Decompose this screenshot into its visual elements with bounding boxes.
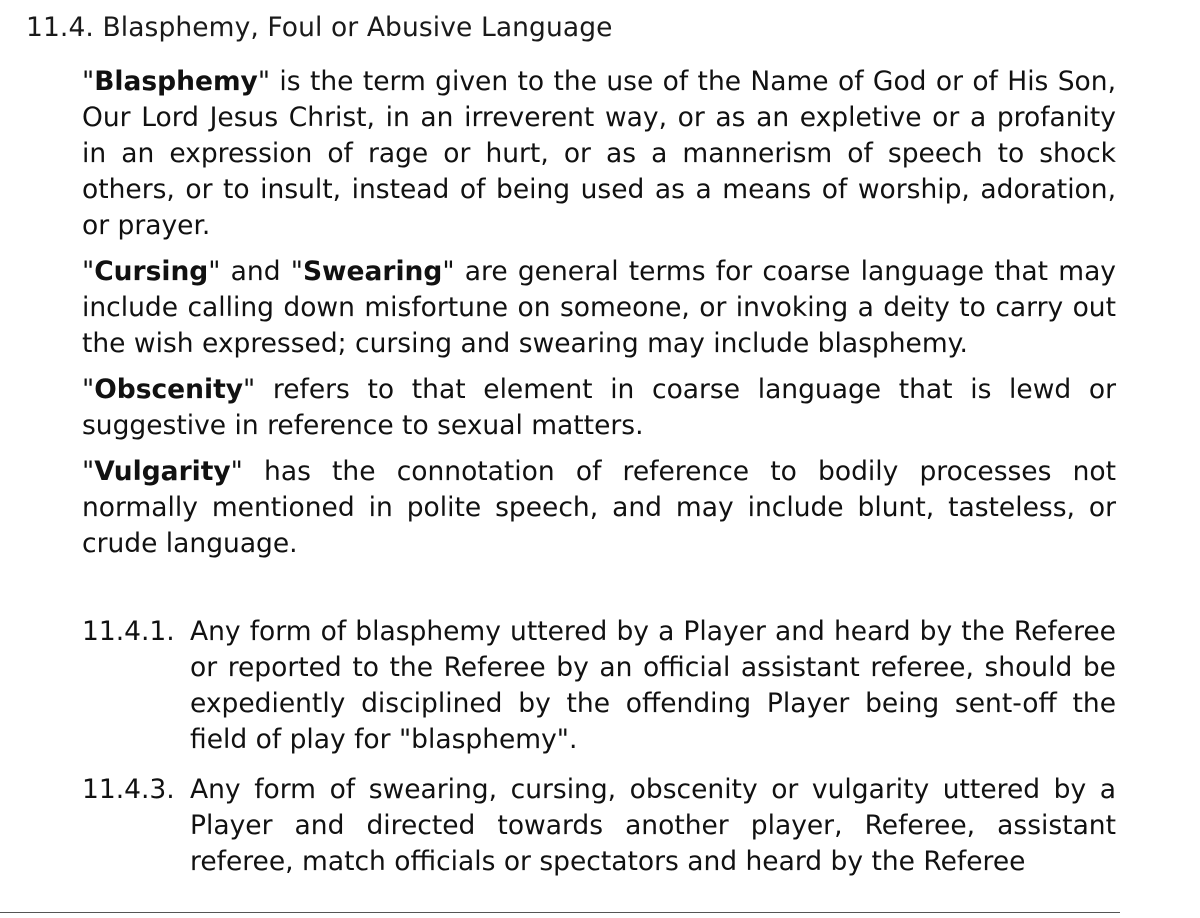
definition-cursing-swearing (82, 254, 1116, 362)
term-obscenity: Obscenity (94, 374, 244, 405)
open-quote: " (82, 456, 95, 487)
term-cursing: Cursing (94, 256, 209, 287)
definitions-list (82, 64, 1116, 572)
clause-number: 11.4.1. (82, 616, 175, 647)
open-quote: " (82, 66, 95, 97)
page-bottom-rule (0, 912, 1120, 913)
clause-text: Any form of swearing, cursing, obscenity or vulgarity uttered by a Player and directed towards another player, Referee, assistant referee, match officials or spectators and heard by the Referee (190, 774, 1116, 877)
connector-text: " and " (208, 256, 303, 287)
definition-text: " refers to that element in coarse language that is lewd or suggestive in reference to sexual matters. (82, 374, 1116, 441)
term-vulgarity: Vulgarity (94, 456, 231, 487)
definition-blasphemy (82, 64, 1116, 244)
open-quote: " (82, 374, 95, 405)
definition-obscenity (82, 372, 1116, 444)
clause-11-4-1 (82, 614, 1116, 758)
clause-number: 11.4.3. (82, 774, 175, 805)
term-blasphemy: Blasphemy (94, 66, 258, 97)
open-quote: " (82, 256, 95, 287)
definition-text: " are general terms for coarse language that may include calling down misfortune on someone, or invoking a deity to carry out the wish expressed; cursing and swearing may include blasphemy. (82, 256, 1116, 359)
clauses-list (82, 614, 1116, 894)
clause-11-4-3 (82, 772, 1116, 880)
definition-text: " has the connotation of reference to bodily processes not normally mentioned in polite speech, and may include blunt, tasteless, or crude language. (82, 456, 1116, 559)
definition-vulgarity (82, 454, 1116, 562)
definition-text: " is the term given to the use of the Name of God or of His Son, Our Lord Jesus Christ, in an irreverent way, or as an expletive or a profanity in an expression of rage or hurt, or as a mannerism of speech to shock others, or to insult, instead of being used as a means of worship, adoration, or prayer. (82, 66, 1116, 241)
term-swearing: Swearing (302, 256, 443, 287)
clause-text: Any form of blasphemy uttered by a Player and heard by the Referee or reported to the Referee by an official assistant referee, should be expediently disciplined by the offending Player being sent-off the field of play for "blasphemy". (190, 616, 1116, 755)
section-heading: 11.4. Blasphemy, Foul or Abusive Language (26, 12, 613, 43)
